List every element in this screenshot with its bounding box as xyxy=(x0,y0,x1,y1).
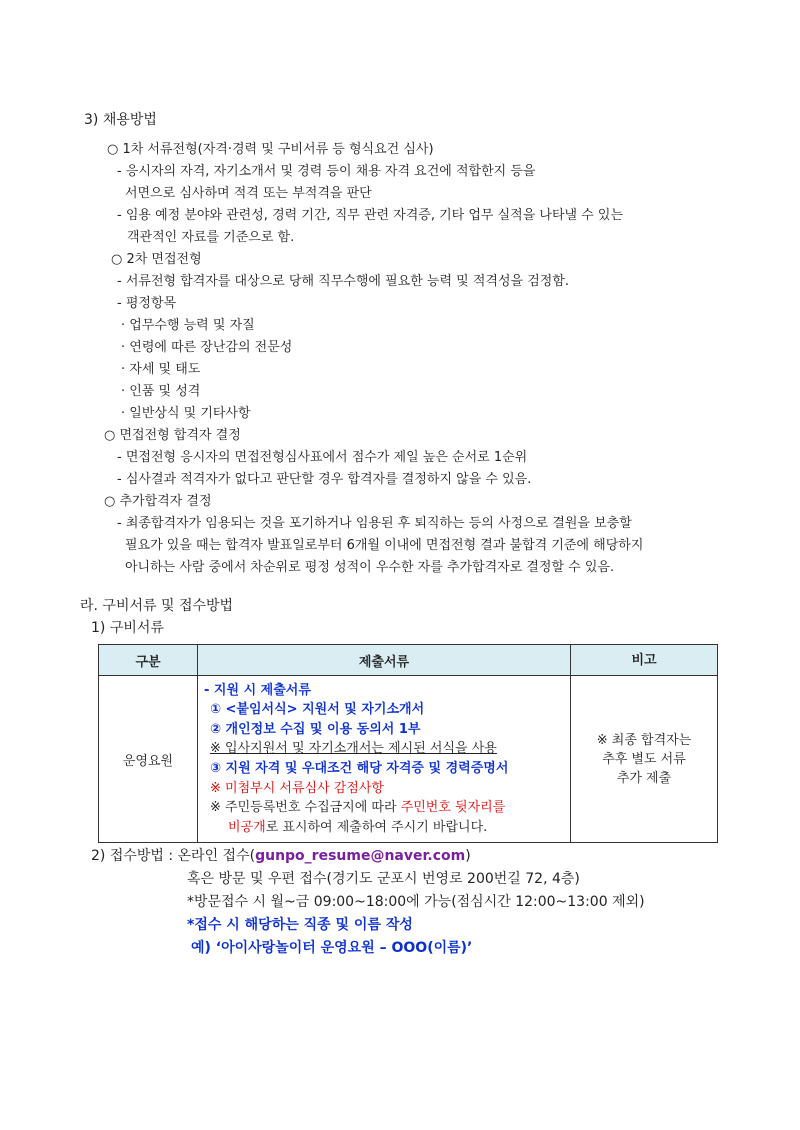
doc-line-highlight: 비공개 xyxy=(228,819,266,835)
subsection-1-title: 1) 구비서류 xyxy=(91,620,164,636)
doc-line: - 지원 시 제출서류 xyxy=(204,682,311,698)
doc-line: ② 개인정보 수집 및 이용 동의서 1부 xyxy=(210,721,421,737)
item-1-line: - 응시자의 자격, 자기소개서 및 경력 등이 채용 자격 요건에 적합한지 등을 xyxy=(117,164,536,179)
item-2-line: · 자세 및 태도 xyxy=(121,362,201,377)
item-4-line: 아니하는 사람 중에서 차순위로 평정 성적이 우수한 자를 추가합격자로 결정할 수 있음. xyxy=(125,560,615,575)
item-2-line: · 연령에 따른 장난감의 전문성 xyxy=(121,340,293,355)
section-ra-title: 라. 구비서류 및 접수방법 xyxy=(80,598,234,614)
doc-line: ③ 지원 자격 및 우대조건 해당 자격증 및 경력증명서 xyxy=(210,761,509,776)
item-4-heading: ○ 추가합격자 결정 xyxy=(104,494,212,509)
section-3-title: 3) 채용방법 xyxy=(84,112,157,128)
item-2-line: · 업무수행 능력 및 자질 xyxy=(121,318,255,333)
doc-line: ※ 미첨부시 서류심사 감점사항 xyxy=(210,780,384,796)
item-2-line: · 일반상식 및 기타사항 xyxy=(121,406,251,421)
submission-line: 예) ‘아이사랑놀이터 운영요원 – OOO(이름)’ xyxy=(191,940,473,956)
item-1-line: - 임용 예정 분야와 관련성, 경력 기간, 직무 관련 자격증, 기타 업무 실적을 나타낼 수 있는 xyxy=(117,208,624,223)
item-2-line: - 서류전형 합격자를 대상으로 당해 직무수행에 필요한 능력 및 적격성을 검정함. xyxy=(117,274,570,289)
submission-line: 혹은 방문 및 우편 접수(경기도 군포시 번영로 200번길 72, 4층) xyxy=(187,871,580,887)
item-3-line: - 면접전형 응시자의 면접전형심사표에서 점수가 제일 높은 순서로 1순위 xyxy=(117,450,528,465)
table-cell-category: 운영요원 xyxy=(99,676,198,843)
table-row xyxy=(99,676,718,843)
item-2-heading: ○ 2차 면접전형 xyxy=(111,252,202,267)
item-1-heading: ○ 1차 서류전형(자격·경력 및 구비서류 등 형식요건 심사) xyxy=(107,142,434,157)
doc-line xyxy=(204,798,564,818)
table-cell-note xyxy=(571,676,718,843)
table-header-row xyxy=(99,645,718,676)
submission-line: *방문접수 시 월~금 09:00~18:00에 가능(점심시간 12:00~13:00 제외) xyxy=(187,894,645,910)
doc-line-highlight: 주민번호 뒷자리를 xyxy=(400,800,506,816)
item-4-line: - 최종합격자가 임용되는 것을 포기하거나 임용된 후 퇴직하는 등의 사정으로 결원을 보충할 xyxy=(117,516,632,531)
item-1-line: 서면으로 심사하며 적격 또는 부적격을 판단 xyxy=(125,186,372,201)
doc-line-text: 로 표시하여 제출하여 주시기 바랍니다. xyxy=(265,819,488,835)
submission-email: gunpo_resume@naver.com xyxy=(255,848,466,864)
doc-line: ※ 입사지원서 및 자기소개서는 제시된 서식을 사용 xyxy=(210,741,497,757)
submission-label: 2) 접수방법 : 온라인 접수( xyxy=(91,848,256,864)
item-4-line: 필요가 있을 때는 합격자 발표일로부터 6개월 이내에 면접전형 결과 불합격 기준에 해당하지 xyxy=(125,538,644,553)
item-2-line: · 인품 및 성격 xyxy=(121,384,201,399)
submission-close: ) xyxy=(465,848,471,864)
item-3-heading: ○ 면접전형 합격자 결정 xyxy=(104,428,241,443)
table-cell-documents xyxy=(198,676,571,843)
subsection-2-title xyxy=(91,847,471,865)
table-header-note: 비고 xyxy=(571,645,718,676)
item-1-line: 객관적인 자료를 기준으로 함. xyxy=(127,230,295,245)
note-line: ※ 최종 합격자는 xyxy=(596,732,692,748)
note-line: 추가 제출 xyxy=(616,770,672,786)
doc-line xyxy=(204,818,564,838)
doc-line-text: ※ 주민등록번호 수집금지에 따라 xyxy=(210,800,401,816)
documents-table xyxy=(98,644,718,843)
table-header-category: 구분 xyxy=(99,645,198,676)
item-3-line: - 심사결과 적격자가 없다고 판단할 경우 합격자를 결정하지 않을 수 있음. xyxy=(117,472,532,487)
note-line: 추후 별도 서류 xyxy=(602,751,686,767)
table-header-documents: 제출서류 xyxy=(198,645,571,676)
doc-line: ① <붙임서식> 지원서 및 자기소개서 xyxy=(210,702,425,718)
item-2-line: - 평정항목 xyxy=(117,296,177,311)
submission-line: *접수 시 해당하는 직종 및 이름 작성 xyxy=(187,917,413,933)
